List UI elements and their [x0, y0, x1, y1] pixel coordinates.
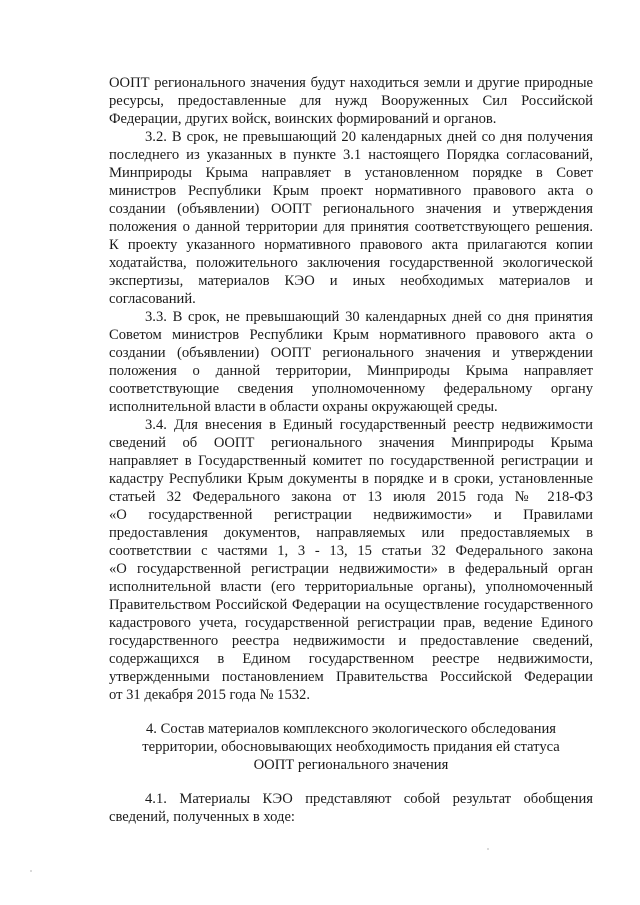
text-line: предоставления документов, направляемых или предоставляемых в: [109, 525, 593, 541]
text-line: создании (объявлении) ООПТ регионального значения и утверждения: [109, 201, 593, 217]
section-heading-line-3: ООПТ регионального значения: [253, 757, 449, 773]
text-line: утвержденными постановлением Правительства Российской Федерации: [109, 669, 593, 685]
text-line: соответствующие сведения уполномоченному федеральному органу: [109, 381, 593, 397]
text-line: исполнительной власти (его территориальные органы), уполномоченный: [109, 579, 593, 595]
text-line: Федерации, других войск, воинских формирований и органов.: [109, 111, 497, 127]
scan-speck: [30, 870, 32, 872]
text-line: министров Республики Крым проект нормативного правового акта о: [109, 183, 593, 199]
paragraph-3-3-first-line: 3.3. В срок, не превышающий 30 календарных дней со дня принятия: [145, 309, 593, 325]
text-line: от 31 декабря 2015 года № 1532.: [109, 687, 310, 703]
text-line: Минприроды Крыма направляет в установленном порядке в Совет: [109, 165, 593, 181]
section-spacer: [109, 704, 593, 720]
text-line: сведений об ООПТ регионального значения Минприроды Крыма: [109, 435, 593, 451]
text-line: положения о данной территории, Минприроды Крыма направляет: [109, 363, 593, 379]
text-line: «О государственной регистрации недвижимости» и Правилами: [109, 507, 593, 523]
text-line: согласований.: [109, 291, 196, 307]
text-line: экспертизы, материалов КЭО и иных необходимых материалов и: [109, 273, 593, 289]
text-line: соответствии с частями 1, 3 - 13, 15 статьи 32 Федерального закона: [109, 543, 593, 559]
paragraph-3-2-first-line: 3.2. В срок, не превышающий 20 календарных дней со дня получения: [145, 129, 593, 145]
paragraph-3-4-first-line: 3.4. Для внесения в Единый государственный реестр недвижимости: [145, 417, 593, 433]
text-line: направляет в Государственный комитет по государственной регистрации и: [109, 453, 593, 469]
text-line: ООПТ регионального значения будут находиться земли и другие природные: [109, 75, 593, 91]
text-line: ходатайства, положительного заключения государственной экологической: [109, 255, 593, 271]
text-line: К проекту указанного нормативного правового акта прилагаются копии: [109, 237, 593, 253]
text-line: положения о данной территории для принятия соответствующего решения.: [109, 219, 593, 235]
scan-speck: [487, 848, 489, 850]
text-line: исполнительной власти в области охраны окружающей среды.: [109, 399, 498, 415]
text-line: сведений, полученных в ходе:: [109, 809, 295, 825]
text-line: кадастру Республики Крым документы в порядке и в сроки, установленные: [109, 471, 593, 487]
text-line: содержащихся в Едином государственном реестре недвижимости,: [109, 651, 593, 667]
text-line: создании (объявлении) ООПТ регионального значения и утверждении: [109, 345, 593, 361]
text-line: «О государственной регистрации недвижимости» в федеральный орган: [109, 561, 593, 577]
text-line: Правительством Российской Федерации на осуществление государственного: [109, 597, 593, 613]
document-body: [109, 74, 593, 826]
text-line: Советом министров Республики Крым нормативного правового акта о: [109, 327, 593, 343]
text-line: государственного реестра недвижимости и предоставление сведений,: [109, 633, 593, 649]
text-line: последнего из указанных в пункте 3.1 настоящего Порядка согласований,: [109, 147, 593, 163]
section-heading-line-1: 4. Состав материалов комплексного экологического обследования: [146, 721, 556, 737]
section-heading-line-2: территории, обосновывающих необходимость придания ей статуса: [142, 739, 560, 755]
text-line: ресурсы, предоставленные для нужд Вооруженных Сил Российской: [109, 93, 593, 109]
text-line: статьей 32 Федерального закона от 13 июля 2015 года № 218-ФЗ: [109, 489, 593, 505]
text-line: кадастрового учета, государственной регистрации прав, ведение Единого: [109, 615, 593, 631]
section-spacer: [109, 774, 593, 790]
paragraph-4-1-first-line: 4.1. Материалы КЭО представляют собой результат обобщения: [145, 791, 593, 807]
